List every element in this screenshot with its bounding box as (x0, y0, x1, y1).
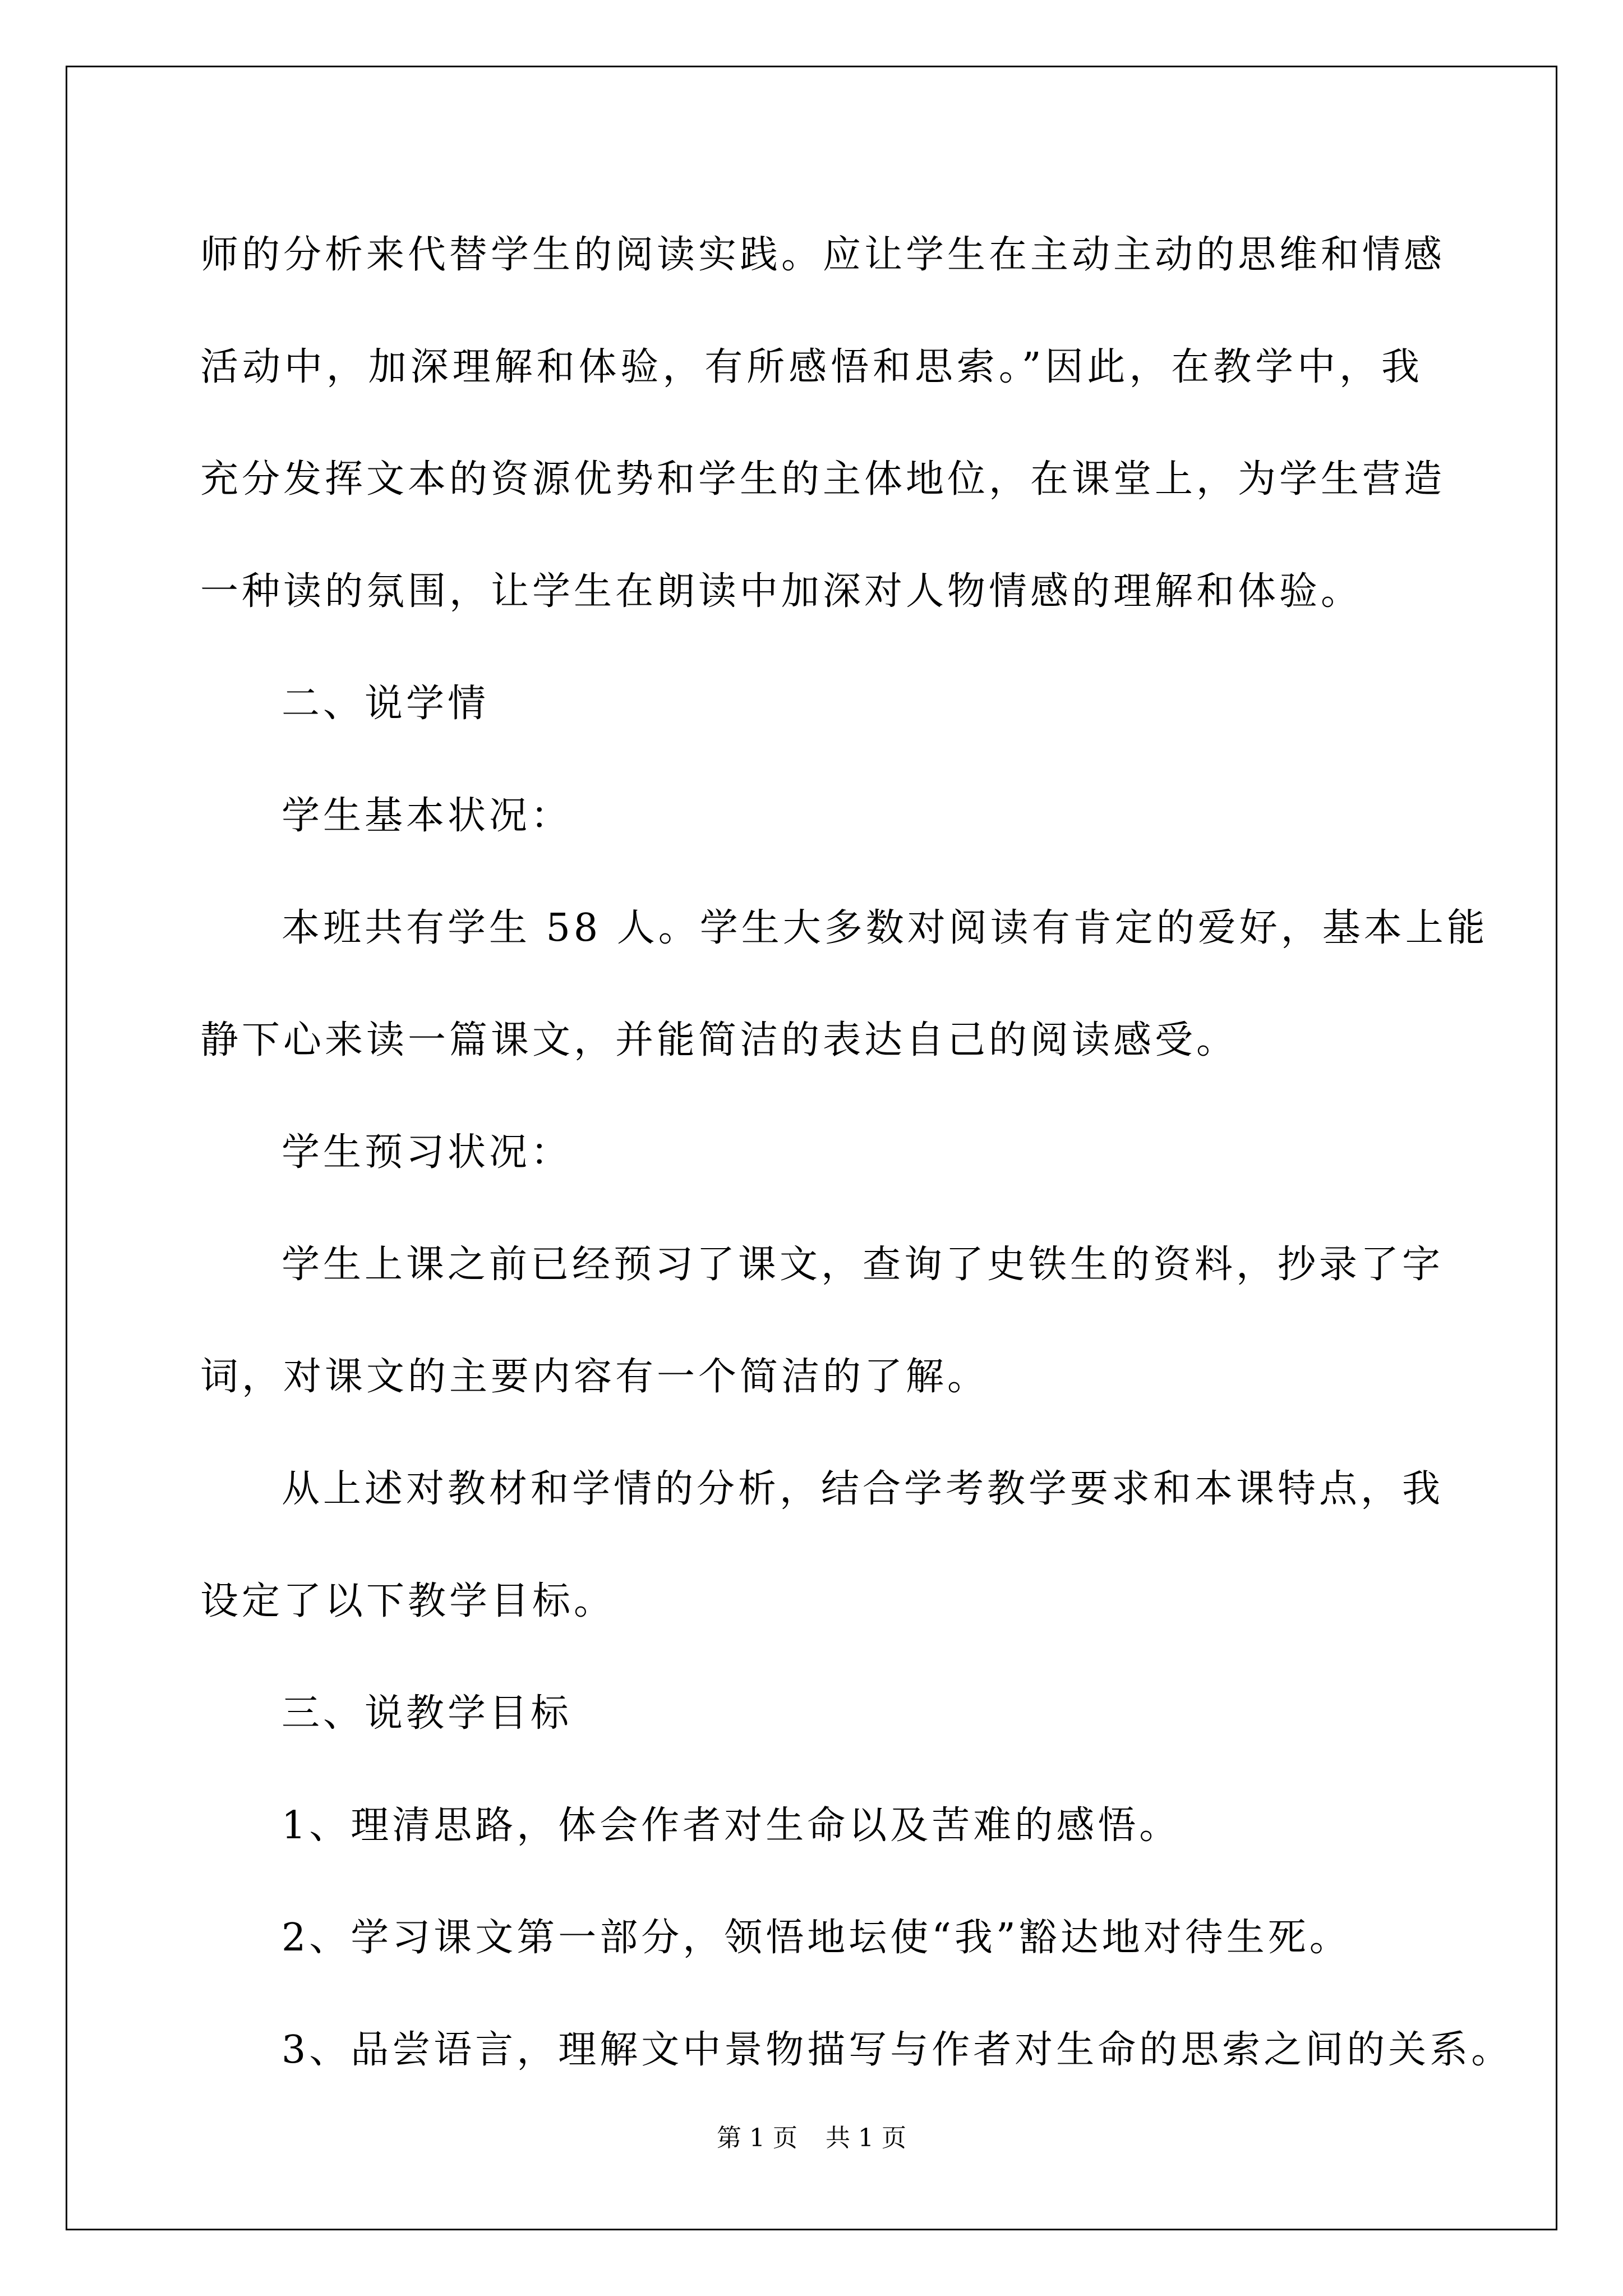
text-line: 静下心来读一篇课文，并能简洁的表达自己的阅读感受。 (200, 1018, 1238, 1062)
document-body (200, 199, 1513, 2106)
goal-item: 1、理清思路，体会作者对生命以及苦难的感悟。 (282, 1803, 1181, 1848)
text-line: 活动中，加深理解和体验，有所感悟和思索。”因此，在教学中，我 (200, 345, 1423, 389)
page-footer (0, 2118, 1623, 2154)
text-line: 充分发挥文本的资源优势和学生的主体地位，在课堂上，为学生营造 (200, 457, 1446, 501)
section-heading: 三、说教学目标 (282, 1691, 573, 1736)
section-heading: 二、说学情 (282, 682, 490, 726)
text-line: 从上述对教材和学情的分析，结合学考教学要求和本课特点，我 (282, 1467, 1444, 1511)
goal-item: 2、学习课文第一部分，领悟地坛使“我”豁达地对待生死。 (282, 1916, 1351, 1960)
text-line: 本班共有学生 58 人。学生大多数对阅读有肯定的爱好，基本上能 (282, 906, 1488, 950)
page-number: 第 1 页 (717, 2124, 797, 2152)
text-line: 师的分析来代替学生的阅读实践。应让学生在主动主动的思维和情感 (200, 233, 1446, 277)
page-total: 共 1 页 (826, 2124, 906, 2152)
subheading: 学生基本状况： (282, 794, 573, 838)
goal-item: 3、品尝语言，理解文中景物描写与作者对生命的思索之间的关系。 (282, 2028, 1513, 2072)
subheading: 学生预习状况： (282, 1130, 573, 1175)
text-line: 学生上课之前已经预习了课文，查询了史铁生的资料，抄录了字 (282, 1243, 1444, 1287)
text-line: 设定了以下教学目标。 (200, 1579, 616, 1623)
text-line: 一种读的氛围，让学生在朗读中加深对人物情感的理解和体验。 (200, 569, 1363, 614)
text-line: 词，对课文的主要内容有一个简洁的了解。 (200, 1355, 989, 1399)
